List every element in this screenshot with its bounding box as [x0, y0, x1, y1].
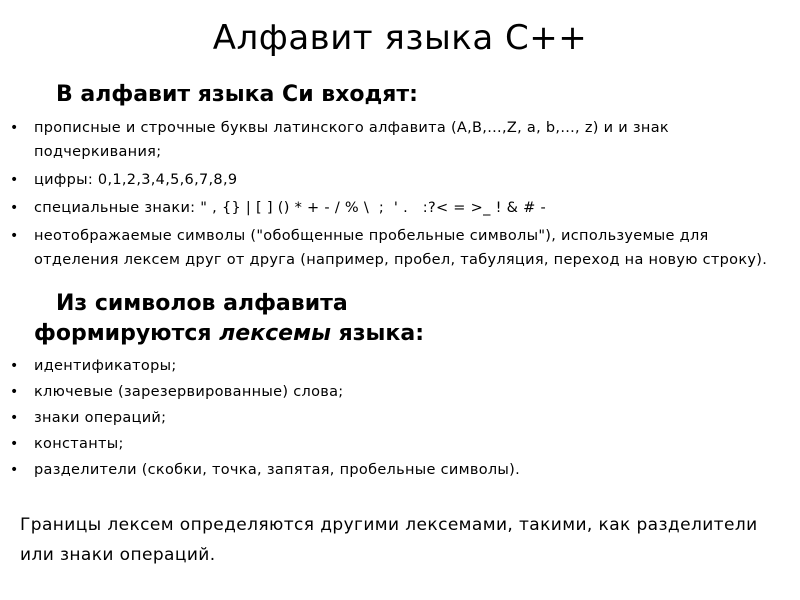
list-item-text: знаки операций; [34, 410, 167, 426]
list-item [0, 354, 790, 378]
list-item [0, 432, 790, 456]
list-item-text: цифры: 0,1,2,3,4,5,6,7,8,9 [34, 172, 238, 188]
list-item-text: ключевые (зарезервированные) слова; [34, 384, 344, 400]
section2-heading-emphasis: лексемы [219, 321, 331, 346]
bullet-icon: • [10, 410, 19, 426]
bullet-icon: • [10, 358, 19, 374]
bullet-icon: • [10, 172, 19, 188]
footer-note: Границы лексем определяются другими лексемами, такими, как разделители или знаки операций. [20, 515, 758, 565]
bullet-icon: • [10, 228, 19, 244]
list-item-text: неотображаемые символы ("обобщенные пробельные символы"), используемые для отделения лексем друг от друга (например, пробел, табуляция, переход на новую строку). [34, 228, 768, 268]
bullet-icon: • [10, 120, 19, 136]
slide-title: Алфавит языка С++ [212, 18, 588, 58]
bullet-icon: • [10, 462, 19, 478]
list-item-text: разделители (скобки, точка, запятая, пробельные символы). [34, 462, 521, 478]
list-item-text: специальные знаки: " , {} | [ ] () * + - / % \ ; ' . :?< = >_ ! & # - [34, 200, 546, 216]
bullet-icon: • [10, 436, 19, 452]
list-item-text: константы; [34, 436, 124, 452]
section2-heading-line2-post: языка: [330, 321, 425, 346]
list-item-text: идентификаторы; [34, 358, 177, 374]
list-item [0, 196, 790, 220]
section1-list [0, 116, 790, 276]
list-item [0, 224, 790, 272]
list-item [0, 406, 790, 430]
bullet-icon: • [10, 384, 19, 400]
list-item-text: прописные и строчные буквы латинского алфавита (A,B,...,Z, a, b,..., z) и и знак подчеркивания; [34, 120, 669, 160]
list-item [0, 116, 790, 164]
section2-heading-line1: Из символов алфавита [56, 291, 348, 316]
section1-heading: В алфавит языка Си входят: [56, 82, 418, 107]
section2-heading-line2-pre: формируются [34, 321, 220, 346]
list-item [0, 380, 790, 404]
list-item [0, 458, 790, 482]
bullet-icon: • [10, 200, 19, 216]
section2-heading [34, 289, 554, 349]
list-item [0, 168, 790, 192]
section2-list [0, 354, 790, 484]
